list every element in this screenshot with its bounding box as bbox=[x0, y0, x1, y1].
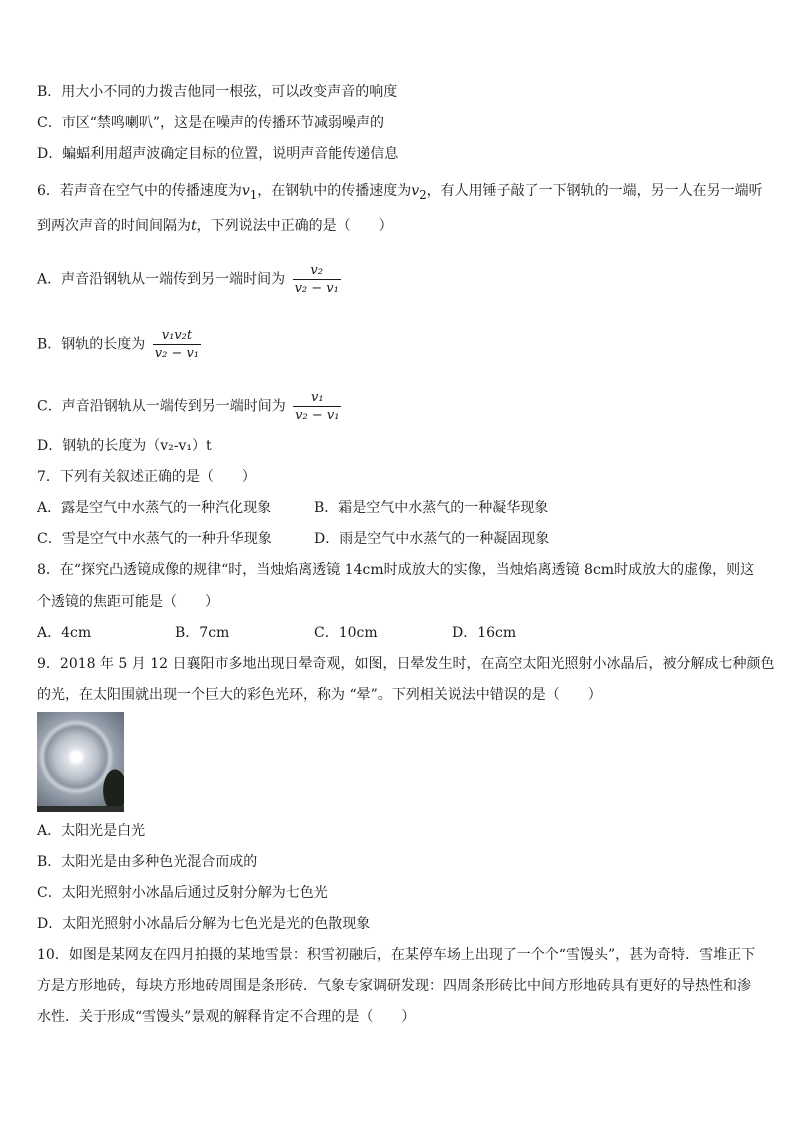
q9-option-d: D．太阳光照射小冰晶后分解为七色光是光的色散现象 bbox=[37, 916, 371, 932]
q8-stem-line1: 8．在“探究凸透镜成像的规律“时，当烛焰离透镜 14cm时成放大的实像，当烛焰离透镜 8cm时成放大的虚像，则这 bbox=[37, 562, 755, 578]
q6-stem-line2: 到两次声音的时间间隔为t，下列说法中正确的是（ ） bbox=[37, 218, 393, 234]
q10-stem-line3: 水性．关于形成“雪馒头”景观的解释肯定不合理的是（ ） bbox=[37, 1009, 416, 1025]
q7-option-b: B．霜是空气中水蒸气的一种凝华现象 bbox=[314, 500, 549, 516]
q6-option-d: D．钢轨的长度为（v₂-v₁）t bbox=[37, 438, 212, 454]
q5-option-c: C．市区“禁鸣喇叭”，这是在噪声的传播环节减弱噪声的 bbox=[37, 115, 385, 131]
q9-option-a: A．太阳光是白光 bbox=[37, 823, 146, 839]
q7-option-d: D．雨是空气中水蒸气的一种凝固现象 bbox=[314, 531, 550, 547]
fraction-a: $\frac{\text{v₂}}{\text{v₂ − v₁}}$ bbox=[294, 263, 339, 296]
q9-stem-line1: 9．2018 年 5 月 12 日襄阳市多地出现日晕奇观，如图，日晕发生时，在高空太阳光照射小冰晶后，被分解成七种颜色 bbox=[37, 656, 775, 672]
q10-stem-line1: 10．如图是某网友在四月拍摄的某地雪景：积雪初融后，在某停车场上出现了一个个“雪馒头”，甚为奇特．雪堆正下 bbox=[37, 947, 756, 963]
q9-stem-line2: 的光，在太阳围就出现一个巨大的彩色光环，称为 “晕”。下列相关说法中错误的是（ ） bbox=[37, 687, 602, 703]
q6-option-b: B．钢轨的长度为 $\frac{\text{v₁v₂t}}{\text{v₂ − v₁}}$ bbox=[37, 328, 200, 361]
q7-option-c: C．雪是空气中水蒸气的一种升华现象 bbox=[37, 531, 272, 547]
q6-stem-line1: 6．若声音在空气中的传播速度为$v_1$，在钢轨中的传播速度为$v_2$，有人用锤子敲了一下钢轨的一端，另一人在另一端听 bbox=[37, 183, 763, 202]
q5-option-d: D．蝙蝠利用超声波确定目标的位置，说明声音能传递信息 bbox=[37, 146, 399, 162]
sun-halo-photo bbox=[37, 712, 124, 812]
q8-option-a: A．4cm bbox=[37, 625, 92, 641]
q5-option-b: B．用大小不同的力拨吉他同一根弦，可以改变声音的响度 bbox=[37, 84, 398, 100]
q8-option-d: D．16cm bbox=[452, 625, 517, 641]
fraction-b: $\frac{\text{v₁v₂t}}{\text{v₂ − v₁}}$ bbox=[154, 328, 200, 361]
q6-option-a: A．声音沿钢轨从一端传到另一端时间为 $\frac{\text{v₂}}{\text{v₂ − v₁}}$ bbox=[37, 263, 339, 296]
q7-stem: 7．下列有关叙述正确的是（ ） bbox=[37, 469, 256, 485]
q10-stem-line2: 方是方形地砖，每块方形地砖周围是条形砖．气象专家调研发现：四周条形砖比中间方形地砖具有更好的导热性和渗 bbox=[37, 978, 751, 994]
q8-option-b: B．7cm bbox=[175, 625, 230, 641]
fraction-c: $\frac{\text{v₁}}{\text{v₂ − v₁}}$ bbox=[295, 390, 340, 423]
ground-silhouette bbox=[37, 806, 124, 812]
q6-option-c: C．声音沿钢轨从一端传到另一端时间为 $\frac{\text{v₁}}{\text{v₂ − v₁}}$ bbox=[37, 390, 340, 423]
q8-option-c: C．10cm bbox=[314, 625, 378, 641]
q8-stem-line2: 个透镜的焦距可能是（ ） bbox=[37, 594, 219, 610]
q7-option-a: A．露是空气中水蒸气的一种汽化现象 bbox=[37, 500, 272, 516]
q9-option-c: C．太阳光照射小冰晶后通过反射分解为七色光 bbox=[37, 885, 328, 901]
q9-option-b: B．太阳光是由多种色光混合而成的 bbox=[37, 854, 258, 870]
